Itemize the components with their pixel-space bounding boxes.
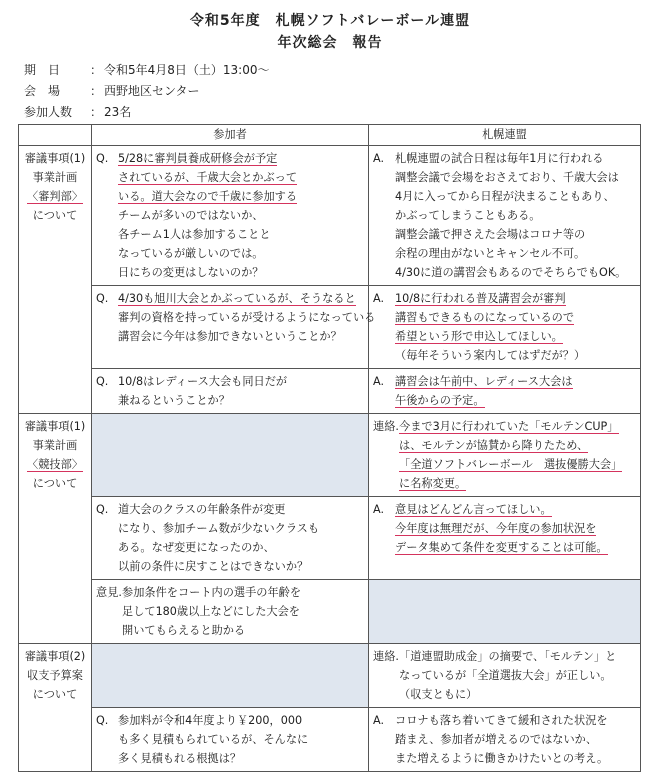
text-line xyxy=(399,436,636,455)
qa-mark: Q. xyxy=(96,292,109,305)
line-text: 以前の条件に戻すことはできないか？ xyxy=(118,560,309,573)
category-text: 事業計画 xyxy=(32,171,78,184)
text-line xyxy=(395,308,636,327)
line-text: 講習もできるものになっているので xyxy=(395,311,575,324)
federation-cell xyxy=(369,369,641,414)
table-row xyxy=(19,369,641,414)
qa-text xyxy=(395,289,636,365)
text-line xyxy=(399,455,636,474)
table-row xyxy=(19,146,641,286)
participant-cell xyxy=(92,369,369,414)
text-line xyxy=(395,730,636,749)
text-line xyxy=(399,685,636,704)
line-text: に名称変更。 xyxy=(399,477,467,490)
qa-text xyxy=(395,149,636,282)
line-text: 調整会議で押さえた会場はコロナ等の xyxy=(395,228,586,241)
line-text: また増えるように働きかけたいとの考え。 xyxy=(395,752,609,765)
table-header-row xyxy=(19,125,641,146)
line-text: 10/8はレディース大会も同日だが xyxy=(118,375,288,388)
text-line xyxy=(118,149,364,168)
text-line xyxy=(118,308,375,327)
category-text: 審議事項(1) xyxy=(24,152,86,165)
text-line xyxy=(395,149,636,168)
qa-text xyxy=(395,372,636,410)
line-text: いる。道大会なので千歳に参加する xyxy=(118,190,298,203)
qa-mark: 意見. xyxy=(96,586,122,599)
federation-cell xyxy=(369,497,641,580)
text-line xyxy=(118,244,364,263)
line-text: 札幌連盟の試合日程は毎年1月に行われる xyxy=(395,152,604,165)
category-line xyxy=(23,455,87,474)
qa-mark: A. xyxy=(373,503,385,516)
qa-text xyxy=(395,711,636,768)
qa-text xyxy=(122,583,364,640)
text-line xyxy=(118,187,364,206)
info-value: 令和5年4月8日（土）13:00〜 xyxy=(104,63,270,77)
qa-mark: Q. xyxy=(96,152,109,165)
text-line xyxy=(118,372,364,391)
category-line xyxy=(23,149,87,168)
table-row xyxy=(19,497,641,580)
line-text: （収支ともに） xyxy=(399,688,478,701)
line-text: 開いてもらえると助かる xyxy=(122,624,246,637)
line-text: 5/28に審判員養成研修会が予定 xyxy=(118,152,278,165)
line-text: かぶってしまうこともある。 xyxy=(395,209,541,222)
qa-text xyxy=(399,647,636,704)
text-line xyxy=(395,263,636,282)
line-text: データ集めて条件を変更することは可能。 xyxy=(395,541,608,554)
text-line xyxy=(118,289,375,308)
line-text: 踏まえ、参加者が増えるのではないか、 xyxy=(395,733,598,746)
category-text: 事業計画 xyxy=(32,439,78,452)
section-category xyxy=(19,414,92,644)
text-line xyxy=(122,602,364,621)
line-text: 今まで3月に行われていた「モルテンCUP」 xyxy=(399,420,619,433)
line-text: 講習会に今年は参加できないということか？ xyxy=(118,330,342,343)
category-line xyxy=(23,168,87,187)
info-attendance: 参加人数 ： 23名 xyxy=(24,105,132,119)
category-line xyxy=(23,647,87,666)
header-federation: 札幌連盟 xyxy=(369,125,641,146)
line-text: になり、参加チーム数が少ないクラスも xyxy=(118,522,320,535)
line-text: 4/30も旭川大会とかぶっているが、そうなると xyxy=(118,292,356,305)
line-text: 審判の資格を持っているが受けるようになっている xyxy=(118,311,376,324)
line-text: 余程の理由がないとキャンセル不可。 xyxy=(395,247,586,260)
text-line xyxy=(118,327,375,346)
text-line xyxy=(395,711,636,730)
qa-text xyxy=(118,500,364,576)
text-line xyxy=(118,263,364,282)
text-line xyxy=(118,391,364,410)
line-text: ある。なぜ変更になったのか、 xyxy=(118,541,275,554)
qa-text xyxy=(118,289,375,346)
text-line xyxy=(395,372,636,391)
table-row xyxy=(19,580,641,644)
text-line xyxy=(118,711,364,730)
participant-cell xyxy=(92,146,369,286)
participant-cell xyxy=(92,580,369,644)
document-title: 令和5年度 札幌ソフトバレーボール連盟 xyxy=(189,13,471,29)
line-text: 講習会は午前中、レディース大会は xyxy=(395,375,573,388)
line-text: 調整会議で会場をおさえており、千歳大会は xyxy=(395,171,619,184)
qa-text xyxy=(118,149,364,282)
qa-text xyxy=(118,372,364,410)
text-line xyxy=(118,225,364,244)
line-text: 意見はどんどん言ってほしい。 xyxy=(395,503,552,516)
category-line xyxy=(23,436,87,455)
participant-cell xyxy=(92,286,376,369)
line-text: 多く見積もれる根拠は？ xyxy=(118,752,242,765)
info-value: 西野地区センター xyxy=(104,84,200,98)
line-text: 日にちの変更はしないのか？ xyxy=(118,266,264,279)
text-line xyxy=(399,417,636,436)
text-line xyxy=(118,557,364,576)
line-text: 4/30に道の講習会もあるのでそちらでもOK。 xyxy=(395,266,627,279)
qa-mark: 連絡. xyxy=(373,420,399,433)
federation-cell xyxy=(369,580,641,644)
category-text: 〈審判部〉 xyxy=(27,190,83,203)
line-text: は、モルテンが協賛から降りたため、 xyxy=(399,439,589,452)
qa-text xyxy=(395,500,636,557)
text-line xyxy=(399,474,636,493)
text-line xyxy=(395,225,636,244)
federation-cell xyxy=(369,414,641,497)
qa-text xyxy=(118,711,364,768)
line-text: 希望という形で申込してほしい。 xyxy=(395,330,563,343)
info-value: 23名 xyxy=(104,105,132,119)
category-line xyxy=(23,417,87,436)
section-category xyxy=(19,644,92,772)
text-line xyxy=(118,500,364,519)
line-text: 兼ねるということか？ xyxy=(118,394,230,407)
info-venue: 会 場 ： 西野地区センター xyxy=(24,84,200,98)
line-text: 足して180歳以上などにした大会を xyxy=(122,605,300,618)
info-date: 期 日 ： 令和5年4月8日（土）13:00〜 xyxy=(24,63,270,77)
text-line xyxy=(395,187,636,206)
category-text: について xyxy=(32,477,78,490)
category-text: 収支予算案 xyxy=(27,669,83,682)
text-line xyxy=(395,500,636,519)
text-line xyxy=(122,583,364,602)
line-text: 今年度は無理だが、今年度の参加状況を xyxy=(395,522,597,535)
category-text: 審議事項(1) xyxy=(24,420,86,433)
section-category xyxy=(19,146,92,414)
line-text: 参加料が令和4年度より￥200，000 xyxy=(118,714,303,727)
text-line xyxy=(395,289,636,308)
text-line xyxy=(118,206,364,225)
line-text: コロナも落ち着いてきて緩和された状況を xyxy=(395,714,608,727)
text-line xyxy=(118,168,364,187)
text-line xyxy=(395,244,636,263)
document-subtitle: 年次総会 報告 xyxy=(277,35,383,51)
category-line xyxy=(23,474,87,493)
qa-mark: A. xyxy=(373,714,385,727)
participant-cell xyxy=(92,414,369,497)
category-text: について xyxy=(32,688,78,701)
minutes-table xyxy=(18,124,641,772)
line-text: 4月に入ってから日程が決まることもあり、 xyxy=(395,190,615,203)
header-participant: 参加者 xyxy=(92,125,369,146)
line-text: 「全道ソフトバレーボール 選抜優勝大会」 xyxy=(399,458,623,471)
line-text: 午後からの予定。 xyxy=(395,394,485,407)
federation-cell xyxy=(369,286,641,369)
qa-mark: Q. xyxy=(96,503,109,516)
line-text: チームが多いのではないか、 xyxy=(118,209,264,222)
text-line xyxy=(399,647,636,666)
text-line xyxy=(118,519,364,538)
line-text: されているが、千歳大会とかぶって xyxy=(118,171,298,184)
table-row xyxy=(19,644,641,708)
text-line xyxy=(395,391,636,410)
text-line xyxy=(122,621,364,640)
header-empty xyxy=(19,125,92,146)
table-body xyxy=(19,146,641,772)
participant-cell xyxy=(92,708,369,772)
line-text: （毎年そういう案内してはずだが？） xyxy=(395,349,586,362)
federation-cell xyxy=(369,708,641,772)
participant-cell xyxy=(92,497,369,580)
text-line xyxy=(395,346,636,365)
line-text: も多く見積もられているが、そんなに xyxy=(118,733,309,746)
category-text: 審議事項(2) xyxy=(24,650,86,663)
qa-mark: A. xyxy=(373,152,385,165)
table-row xyxy=(19,414,641,497)
text-line xyxy=(395,519,636,538)
text-line xyxy=(395,327,636,346)
text-line xyxy=(399,666,636,685)
text-line xyxy=(395,206,636,225)
text-line xyxy=(118,730,364,749)
qa-mark: Q. xyxy=(96,714,109,727)
category-text: 〈競技部〉 xyxy=(27,458,83,471)
category-text: について xyxy=(32,209,78,222)
line-text: なっているが厳しいのでは。 xyxy=(118,247,264,260)
line-text: 道大会のクラスの年齢条件が変更 xyxy=(118,503,286,516)
info-label: 期 日 xyxy=(24,63,61,77)
table-row xyxy=(19,286,641,369)
category-line xyxy=(23,187,87,206)
federation-cell xyxy=(369,644,641,708)
line-text: 参加条件をコート内の選手の年齢を xyxy=(122,586,302,599)
text-line xyxy=(395,168,636,187)
table-row xyxy=(19,708,641,772)
qa-text xyxy=(399,417,636,493)
qa-mark: Q. xyxy=(96,375,109,388)
category-line xyxy=(23,666,87,685)
participant-cell xyxy=(92,644,369,708)
qa-mark: A. xyxy=(373,375,385,388)
qa-mark: A. xyxy=(373,292,385,305)
line-text: 10/8に行われる普及講習会が審判 xyxy=(395,292,566,305)
text-line xyxy=(395,538,636,557)
text-line xyxy=(395,749,636,768)
text-line xyxy=(118,749,364,768)
category-line xyxy=(23,685,87,704)
federation-cell xyxy=(369,146,641,286)
text-line xyxy=(118,538,364,557)
line-text: なっているが「全道選抜大会」が正しい。 xyxy=(399,669,612,682)
info-label: 会 場 xyxy=(24,84,61,98)
line-text: 「道連盟助成金」の摘要で、「モルテン」と xyxy=(399,650,617,663)
qa-mark: 連絡. xyxy=(373,650,399,663)
category-line xyxy=(23,206,87,225)
line-text: 各チーム1人は参加することと xyxy=(118,228,271,241)
info-label: 参加人数 xyxy=(24,105,73,119)
